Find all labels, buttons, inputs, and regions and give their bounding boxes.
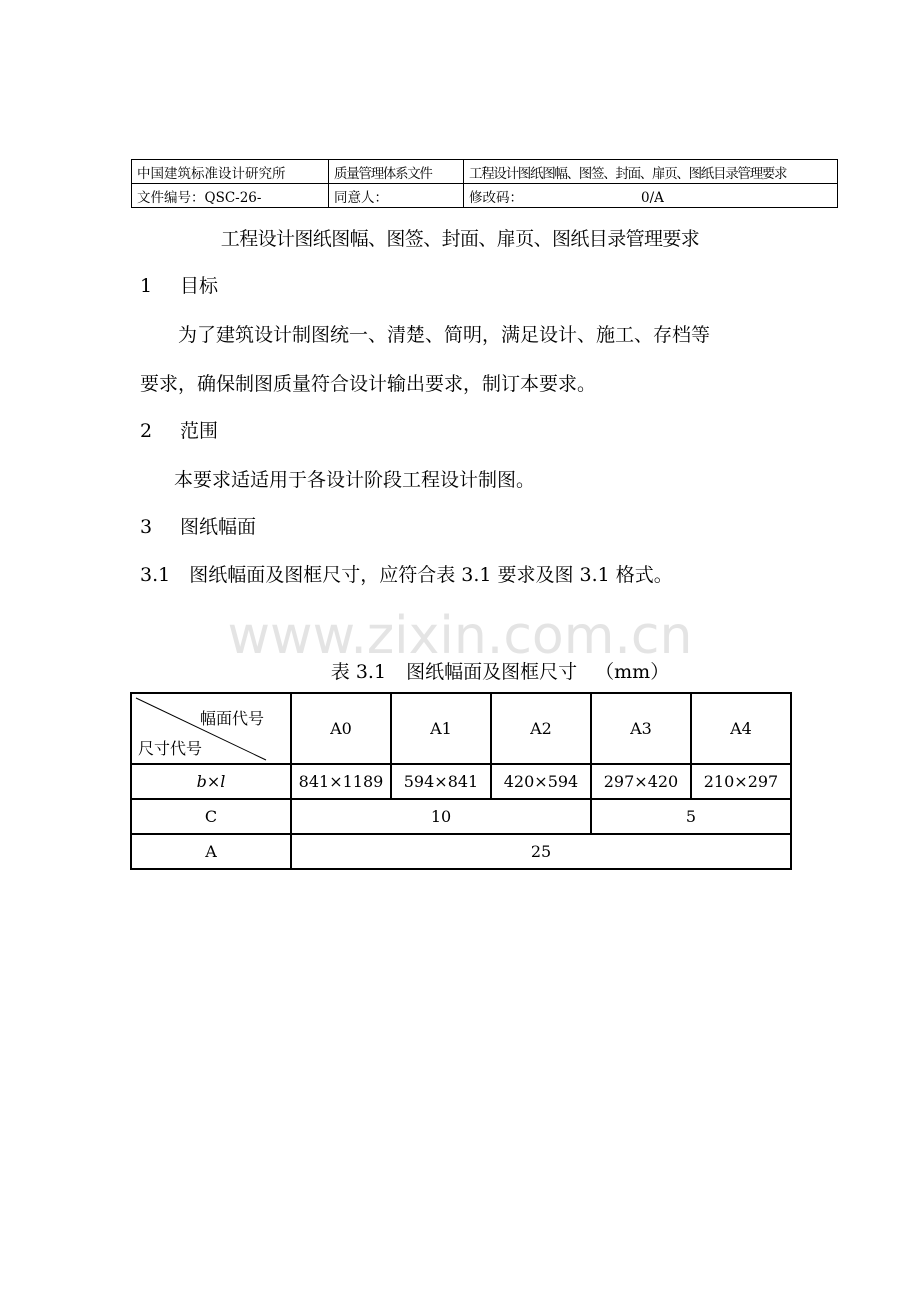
table-cell: 210×297 [691, 764, 791, 799]
table-row-a [131, 834, 791, 869]
table-cell: 420×594 [491, 764, 591, 799]
revision-value: 0/A [641, 189, 664, 206]
column-header-a4: A4 [691, 693, 791, 764]
header-approver: 同意人： [329, 184, 464, 208]
section-heading-text: 范围 [180, 420, 219, 442]
table-caption-text: 图纸幅面及图框尺寸 [406, 661, 578, 683]
section-3-heading [140, 512, 256, 539]
table-cell-merged: 25 [291, 834, 791, 869]
section-heading-text: 图纸幅面 [180, 516, 257, 538]
document-title: 工程设计图纸图幅、图签、封面、扉页、图纸目录管理要求 [220, 228, 700, 250]
header-file-no-cell [132, 184, 329, 208]
header-row-2 [132, 184, 838, 208]
table-caption-unit: （mm） [595, 661, 670, 683]
section-number: 2 [140, 420, 153, 442]
table-row-c [131, 799, 791, 834]
table-row-bxl [131, 764, 791, 799]
paper-size-table [130, 692, 792, 870]
table-corner-cell [131, 693, 291, 764]
row-label-a: A [131, 834, 291, 869]
revision-label: 修改码： [469, 189, 523, 206]
label-l: l [220, 772, 226, 791]
label-b: b [196, 772, 207, 791]
column-header-a2: A2 [491, 693, 591, 764]
table-cell: 297×420 [591, 764, 691, 799]
section-2-heading [140, 416, 218, 443]
section-1-paragraph-line-1: 为了建筑设计制图统一、清楚、简明，满足设计、施工、存档等 [178, 324, 711, 346]
row-label-c: C [131, 799, 291, 834]
section-3-1-paragraph: 3.1 图纸幅面及图框尺寸，应符合表 3.1 要求及图 3.1 格式。 [140, 564, 673, 586]
table-header-row [131, 693, 791, 764]
table-caption-number: 表 3.1 [330, 661, 387, 683]
diagonal-header [132, 694, 291, 763]
section-heading-text: 目标 [180, 275, 219, 297]
file-no-value: QSC-26- [204, 189, 262, 206]
corner-bottom-label: 尺寸代号 [138, 739, 203, 758]
row-label-bxl [131, 764, 291, 799]
table-cell-merged: 10 [291, 799, 591, 834]
header-doc-type: 质量管理体系文件 [329, 160, 464, 184]
section-2-paragraph: 本要求适适用于各设计阶段工程设计制图。 [174, 469, 536, 491]
column-header-a3: A3 [591, 693, 691, 764]
header-row-1 [132, 160, 838, 184]
header-org: 中国建筑标准设计研究所 [132, 160, 329, 184]
table-caption [0, 657, 920, 684]
section-1-paragraph-line-2: 要求，确保制图质量符合设计输出要求，制订本要求。 [140, 373, 597, 395]
section-number: 3 [140, 516, 153, 538]
column-header-a1: A1 [391, 693, 491, 764]
column-header-a0: A0 [291, 693, 391, 764]
label-times: × [206, 772, 221, 791]
table-cell: 841×1189 [291, 764, 391, 799]
corner-top-label: 幅面代号 [199, 709, 264, 728]
document-header-table [131, 159, 838, 208]
header-doc-title: 工程设计图纸图幅、图签、封面、扉页、图纸目录管理要求 [464, 160, 838, 184]
table-cell-merged: 5 [591, 799, 791, 834]
watermark-text: www.zixin.com.cn [227, 606, 693, 666]
section-1-heading [140, 271, 218, 298]
table-cell: 594×841 [391, 764, 491, 799]
header-revision-cell [464, 184, 838, 208]
section-number: 1 [140, 275, 153, 297]
file-no-label: 文件编号： [137, 189, 205, 206]
